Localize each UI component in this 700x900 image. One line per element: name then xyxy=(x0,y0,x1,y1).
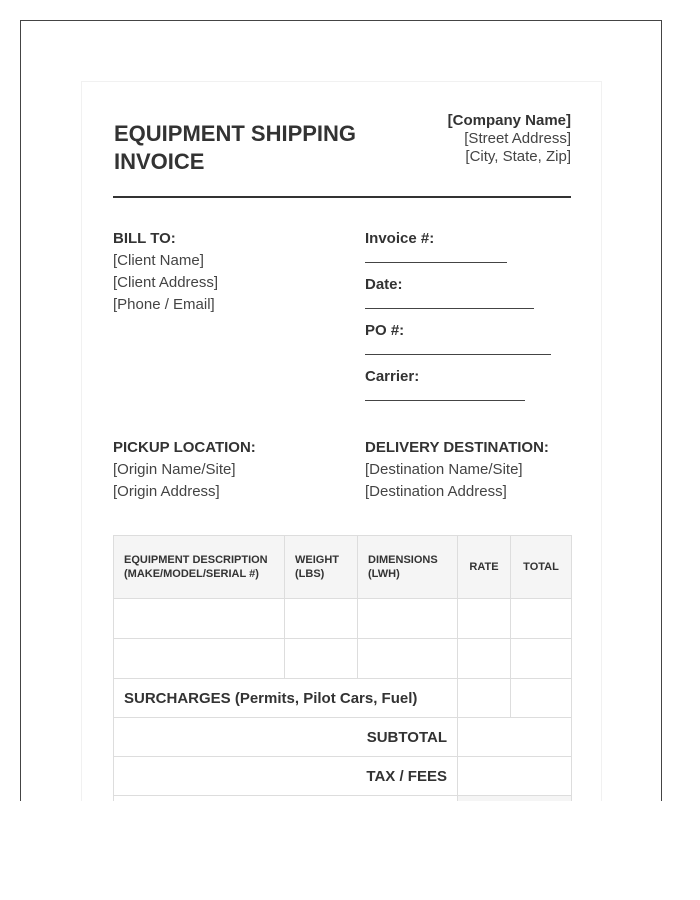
dimensions-cell[interactable] xyxy=(358,639,458,679)
invoice-number-label: Invoice #: xyxy=(365,230,435,247)
client-phone-email: [Phone / Email] xyxy=(113,296,215,313)
header-equipment-description: EQUIPMENT DESCRIPTION (MAKE/MODEL/SERIAL #) xyxy=(114,536,285,599)
subtotal-label: SUBTOTAL xyxy=(114,718,458,757)
surcharges-label: SURCHARGES (Permits, Pilot Cars, Fuel) xyxy=(114,679,458,718)
surcharges-row xyxy=(114,679,572,718)
company-city-state-zip: [City, State, Zip] xyxy=(465,148,571,165)
carrier-label: Carrier: xyxy=(365,368,420,385)
po-number-label: PO #: xyxy=(365,322,405,339)
rate-cell[interactable] xyxy=(458,599,511,639)
weight-cell[interactable] xyxy=(285,639,358,679)
company-street-address: [Street Address] xyxy=(464,130,571,147)
company-info xyxy=(421,112,571,166)
tax-fees-value-cell[interactable] xyxy=(458,757,572,796)
total-row xyxy=(114,796,572,802)
invoice-sheet xyxy=(81,81,602,801)
header-dimensions: DIMENSIONS (LWH) xyxy=(358,536,458,599)
carrier-field[interactable] xyxy=(365,400,525,401)
weight-cell[interactable] xyxy=(285,599,358,639)
surcharges-rate-cell[interactable] xyxy=(458,679,511,718)
dimensions-cell[interactable] xyxy=(358,599,458,639)
subtotal-row xyxy=(114,718,572,757)
pickup-location-section xyxy=(113,437,343,503)
date-label: Date: xyxy=(365,276,403,293)
date-field[interactable] xyxy=(365,308,534,309)
tax-fees-label xyxy=(114,757,458,796)
tax-fees-row xyxy=(114,757,572,796)
invoice-number-field[interactable] xyxy=(365,262,507,263)
po-number-field[interactable] xyxy=(365,354,551,355)
origin-name: [Origin Name/Site] xyxy=(113,461,236,478)
rate-cell[interactable] xyxy=(458,639,511,679)
table-row xyxy=(114,639,572,679)
total-cell[interactable] xyxy=(511,639,572,679)
total-label-cell xyxy=(114,796,458,802)
description-cell[interactable] xyxy=(114,599,285,639)
header-total: TOTAL xyxy=(511,536,572,599)
surcharges-total-cell[interactable] xyxy=(511,679,572,718)
pickup-label: PICKUP LOCATION: xyxy=(113,439,256,456)
header-weight: WEIGHT (LBS) xyxy=(285,536,358,599)
destination-address: [Destination Address] xyxy=(365,483,507,500)
subtotal-value-cell[interactable] xyxy=(458,718,572,757)
bill-to-section xyxy=(113,228,333,316)
bill-to-label: BILL TO: xyxy=(113,230,176,247)
line-items-table xyxy=(113,535,572,801)
grand-total-value-cell[interactable] xyxy=(458,796,572,802)
table-row xyxy=(114,599,572,639)
total-cell[interactable] xyxy=(511,599,572,639)
tax-fees-label-text: TAX / FEES xyxy=(366,767,447,785)
description-cell[interactable] xyxy=(114,639,285,679)
header-rate: RATE xyxy=(458,536,511,599)
invoice-details-section xyxy=(365,228,585,412)
origin-address: [Origin Address] xyxy=(113,483,220,500)
table-header-row xyxy=(114,536,572,599)
client-address: [Client Address] xyxy=(113,274,219,291)
delivery-label: DELIVERY DESTINATION: xyxy=(365,439,549,456)
invoice-title: EQUIPMENT SHIPPING INVOICE xyxy=(114,121,357,174)
company-name: [Company Name] xyxy=(447,112,571,129)
destination-name: [Destination Name/Site] xyxy=(365,461,523,478)
delivery-destination-section xyxy=(365,437,585,503)
header-divider xyxy=(113,196,571,198)
client-name: [Client Name] xyxy=(113,252,204,269)
